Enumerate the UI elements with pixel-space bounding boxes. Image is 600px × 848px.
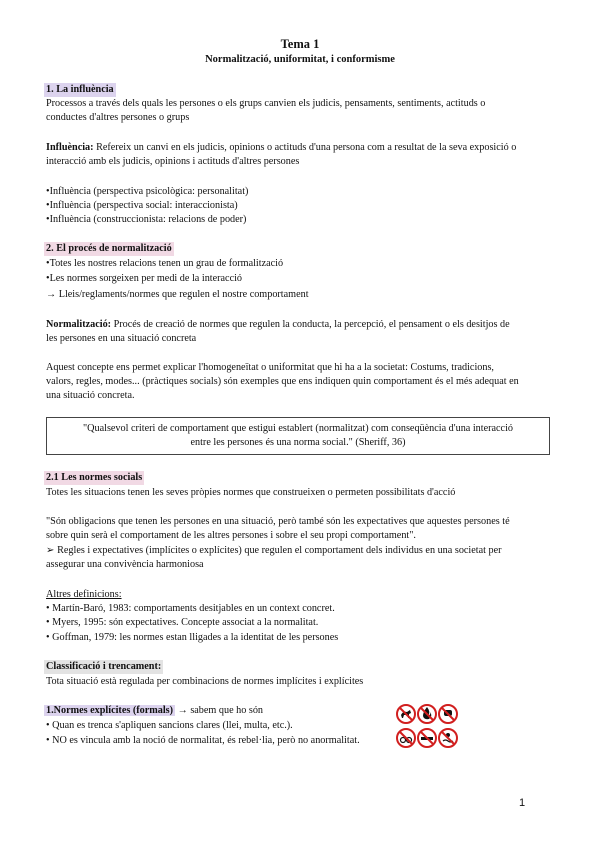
paragraph-line: assegurar una convivència harmoniosa (46, 559, 204, 570)
paragraph-line: "Són obligacions que tenen les persones en una situació, però també són les expectatives que aquestes persones té (46, 516, 510, 527)
paragraph-line: ➢ Regles i expectatives (implícites o explícites) que regulen el comportament dels individus en una societat per (46, 545, 502, 556)
paragraph-line: Processos a través dels quals les persones o els grups canvien els judicis, pensaments, sentiments, actituds o (46, 98, 486, 109)
no-cycling-icon (397, 729, 415, 747)
definition-label: Normalització: (46, 319, 112, 330)
list-item: • Quan es trenca s'apliquen sancions clares (llei, multa, etc.). (46, 720, 293, 731)
no-bathing-icon (439, 729, 457, 747)
other-definitions-heading: Altres definicions: (46, 589, 122, 600)
paragraph-line: interacció amb els judicis, opinions i actituds d'altres persones (46, 156, 300, 167)
paragraph-line: sobre quin serà el comportament de les altres persones i sobre el seu propi comportament". (46, 530, 416, 541)
page-subtitle: Normalització, uniformitat, i conformisme (205, 54, 395, 65)
list-item: • Myers, 1995: són expectatives. Concepte associat a la normalitat. (46, 617, 319, 628)
paragraph-line: Tota situació està regulada per combinacions de normes implícites i explícites (46, 676, 364, 687)
section-heading-normalization: 2. El procés de normalització (46, 243, 172, 254)
definition-influence-line (46, 141, 516, 155)
list-item: •Influència (perspectiva psicològica: personalitat) (46, 186, 249, 197)
quote-line: "Qualsevol criteri de comportament que estigui establert (normalitzat) com conseqüència d'una interacció (82, 423, 514, 434)
list-item: → Lleis/reglaments/normes que regulen el nostre comportament (46, 289, 309, 300)
no-food-icon (439, 705, 457, 723)
section-heading-classification: Classificació i trencament: (46, 661, 162, 672)
list-item: • Goffman, 1979: les normes estan lligades a la identitat de les persones (46, 632, 339, 643)
section-heading-social-norms: 2.1 Les normes socials (46, 472, 143, 483)
prohibition-icons (396, 702, 458, 752)
list-item: •Influència (construccionista: relacions de poder) (46, 214, 247, 225)
list-item: •Influència (perspectiva social: interaccionista) (46, 200, 238, 211)
explicit-norms-line (44, 704, 263, 718)
definition-text: Procés de creació de normes que regulen la conducta, la percepció, el pensament o els desitjos de (113, 319, 510, 330)
quote-line: entre les persones és una norma social." (Sheriff, 36) (190, 437, 406, 448)
no-smoking-icon (418, 729, 436, 747)
section-heading-influence: 1. La influència (46, 84, 114, 95)
quote-box (46, 417, 550, 455)
paragraph-line: les persones en una situació concreta (46, 333, 197, 344)
page-number: 1 (519, 797, 526, 809)
list-item: •Les normes sorgeixen per medi de la interacció (46, 273, 243, 284)
list-item: • NO es vincula amb la noció de normalitat, és rebel·lia, però no anormalitat. (46, 735, 360, 746)
no-dogs-icon (397, 705, 415, 723)
paragraph-line: Aquest concepte ens permet explicar l'homogeneïtat o uniformitat que hi ha a la societat: Costums, tradicions, (46, 362, 494, 373)
definition-text: Refereix un canvi en els judicis, opinions o actituds d'una persona com a resultat de la seva exposició o (96, 142, 517, 153)
paragraph-line: una situació concreta. (46, 390, 135, 401)
paragraph-line: valors, regles, modes... (pràctiques socials) són exemples que ens indiquen quin comportament és el més adequat en (46, 376, 519, 387)
list-item: • Martín-Baró, 1983: comportaments desitjables en un context concret. (46, 603, 335, 614)
definition-normalization-line (46, 318, 510, 332)
page-title: Tema 1 (280, 37, 320, 51)
list-item: •Totes les nostres relacions tenen un grau de formalització (46, 258, 284, 269)
paragraph-line: conductes d'altres persones o grups (46, 112, 190, 123)
paragraph-line: Totes les situacions tenen les seves pròpies normes que construeixen o permeten possibilitats d'acció (46, 487, 456, 498)
explicit-norms-heading: 1.Normes explícites (formals) (46, 705, 174, 716)
definition-label: Influència: (46, 142, 94, 153)
explicit-norms-tail: → sabem que ho són (177, 705, 264, 716)
no-fire-icon (418, 705, 436, 723)
